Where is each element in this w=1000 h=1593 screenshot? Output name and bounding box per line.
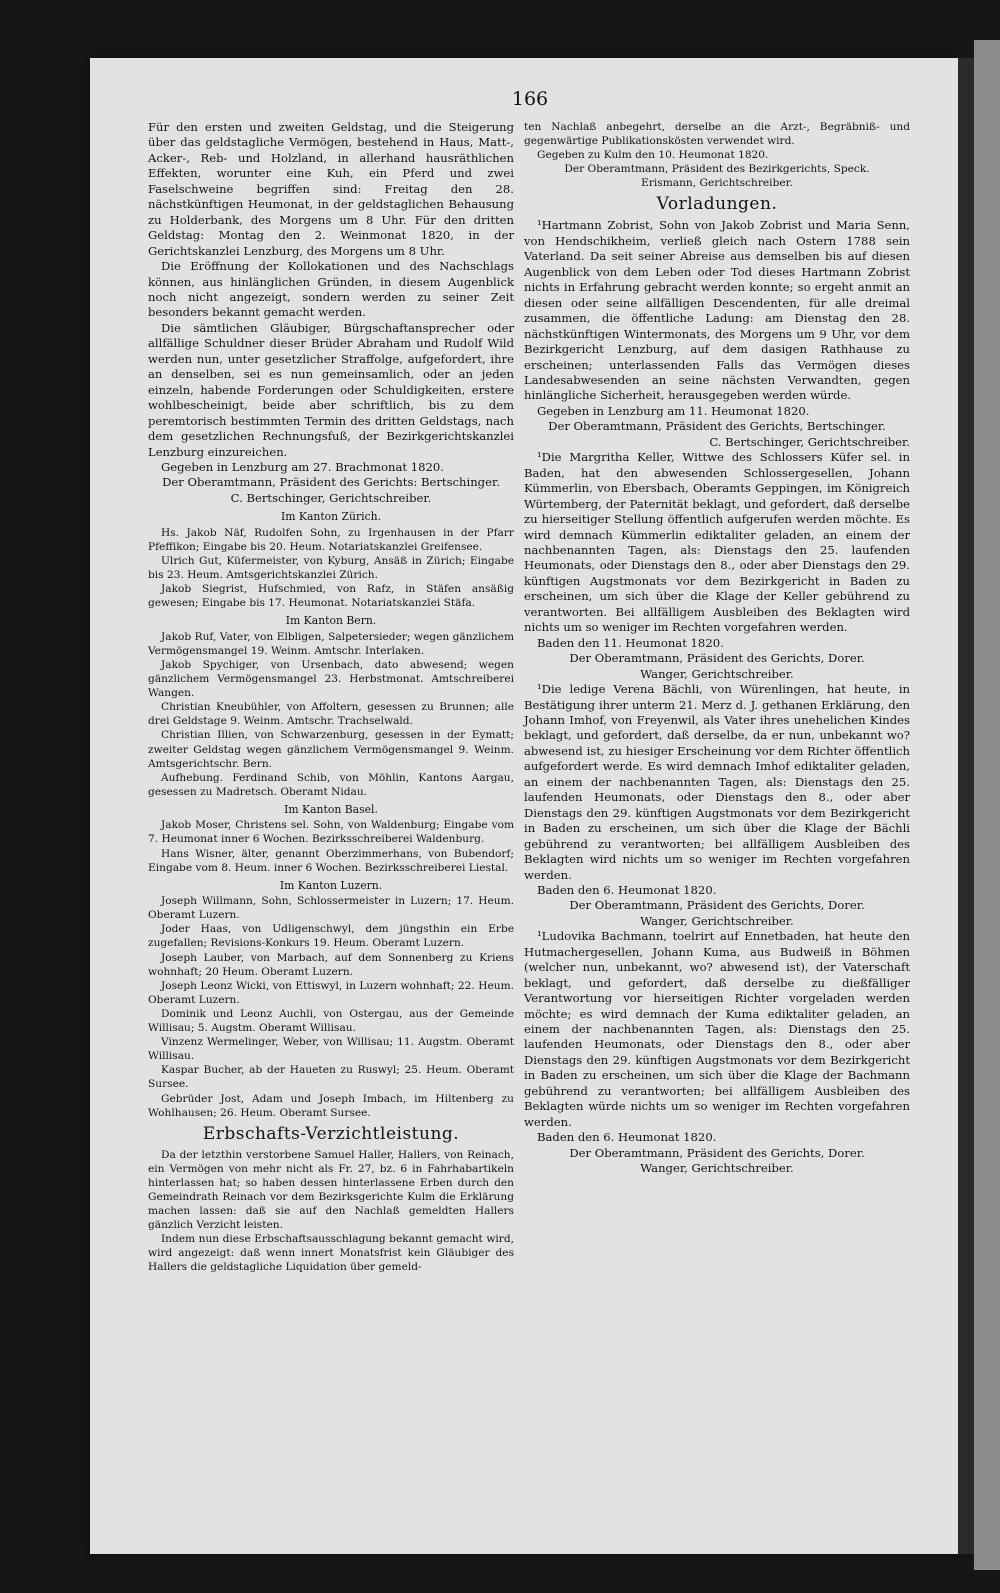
notice-paragraph: Da der letzthin verstorbene Samuel Haller, Hallers, von Reinach, ein Vermögen von mehr nicht als Fr. 27, bz. 6 in Fahrhabartikeln hinterlassen hat; so haben dessen hinterlassene Erben durch den Gemeindrath Reinach vor dem Bezirksgerichte Kulm die Erklärung machen lassen: daß sie auf den Nachlaß gemeldten Hallers gänzlich Verzicht leisten. bbox=[148, 1148, 514, 1232]
list-item: Hs. Jakob Näf, Rudolfen Sohn, zu Irgenhausen in der Pfarr Pfeffikon; Eingabe bis 20. Heum. Notariatskanzlei Greifensee. bbox=[148, 526, 514, 553]
left-column bbox=[148, 120, 514, 1275]
right-column bbox=[524, 120, 910, 1177]
notice-clerk: C. Bertschinger, Gerichtschreiber. bbox=[709, 434, 910, 449]
notice-date: Gegeben in Lenzburg am 27. Brachmonat 1820. bbox=[161, 459, 444, 474]
summons-paragraph: ¹Die Margritha Keller, Wittwe des Schlossers Küfer sel. in Baden, hat den abwesenden Schlossergesellen, Johann Kümmerlin, von Ebersbach, Oberamts Geppingen, im Königreich Würtemberg, der Paternität beklagt, und gefordert, daß derselbe zu hierseitiger Stellung öffentlich aufgerufen werden möchte. Es wird demnach Kümmerlin ediktaliter geladen, an einem der nachbenannten Tagen, als: Dienstags den 25. laufenden Heumonats, oder Dienstags den 8., oder aber Dienstags den 29. künftigen Augstmonats vor dem Bezirkgericht in Baden zu erscheinen, um sich über die Klage der Keller gebührend zu verantworten. Bei allfälligem Ausbleiben des Beklagten wird nichts um so weniger im Rechten vorgefahren werden. bbox=[524, 450, 910, 635]
list-item: Jakob Ruf, Vater, von Elbligen, Salpetersieder; wegen gänzlichem Vermögensmangel 19. Weinm. Amtschr. Interlaken. bbox=[148, 630, 514, 657]
notice-paragraph: Für den ersten und zweiten Geldstag, und die Steigerung über das geldstagliche Vermögen, bestehend in Haus, Matt-, Acker-, Reb- und Holzland, in allerhand hausräthlichen Effekten, worunter eine Kuh, ein Pferd und zwei Faselschweine begriffen sind: Freitag den 28. nächstkünftigen Heumonat, in der geldstaglichen Behausung zu Holderbank, des Morgens um 8 Uhr. Für den dritten Geldstag: Montag den 2. Weinmonat 1820, in der Gerichtskanzlei Lenzburg, des Morgens um 8 Uhr. bbox=[148, 120, 514, 258]
section-heading-erbschaft: Erbschafts-Verzichtleistung. bbox=[202, 1123, 460, 1144]
notice-clerk: Wanger, Gerichtschreiber. bbox=[640, 666, 794, 681]
notice-date: Gegeben in Lenzburg am 11. Heumonat 1820. bbox=[537, 403, 810, 418]
list-item: Joseph Leonz Wicki, von Ettiswyl, in Luzern wohnhaft; 22. Heum. Oberamt Luzern. bbox=[148, 979, 514, 1006]
notice-date: Baden den 6. Heumonat 1820. bbox=[537, 882, 717, 897]
list-item: Christian Illien, von Schwarzenburg, gesessen in der Eymatt; zweiter Geldstag wegen gänzlichem Vermögensmangel 9. Weinm. Amtsgerichtschr. Bern. bbox=[148, 729, 514, 770]
notice-paragraph: ten Nachlaß anbegehrt, derselbe an die Arzt-, Begräbniß- und gegenwärtige Publikationskösten verwendet wird. bbox=[524, 121, 910, 148]
notice-signature: Der Oberamtmann, Präsident des Gerichts: Bertschinger. bbox=[162, 475, 500, 490]
section-heading-bern: Im Kanton Bern. bbox=[285, 614, 377, 628]
adjacent-page-edge bbox=[974, 40, 1000, 1570]
list-item: Gebrüder Jost, Adam und Joseph Imbach, im Hiltenberg zu Wohlhausen; 26. Heum. Oberamt Sursee. bbox=[148, 1092, 514, 1119]
notice-paragraph: Die sämtlichen Gläubiger, Bürgschaftansprecher oder allfällige Schuldner dieser Brüder Abraham und Rudolf Wild werden nun, unter gesetzlicher Straffolge, aufgefordert, ihre an denselben, sei es nun gemeinsamlich, oder an jeden einzeln, habende Forderungen oder Schuldigkeiten, erstere wohlbescheinigt, beide aber schriftlich, bis zu dem peremtorisch bestimmten Termin des dritten Geldstags, nach dem gesetzlichen Rechnungsfuß, der Bezirkgerichtskanzlei Lenzburg einzureichen. bbox=[148, 320, 514, 459]
summons-paragraph: ¹Die ledige Verena Bächli, von Würenlingen, hat heute, in Bestätigung ihrer unterm 21. Merz d. J. gethanen Erklärung, den Johann Imhof, von Freyenwil, als Vater ihres unehelichen Kindes beklagt, und gefordert, daß derselbe, da er nun, unbekannt wo? abwesend ist, zu hiesiger Erscheinung vor dem Richter öffentlich aufgefordert werde. Es wird demnach Imhof ediktaliter geladen, an einem der nachbenannten Tagen, als: Dienstags den 25. laufenden Heumonats, oder Dienstags den 8., oder aber Dienstags den 29. künftigen Augstmonats vor dem Bezirkgericht in Baden zu erscheinen, um sich über die Klage der Bächli gebührend zu verantworten; bei allfälligem Ausbleiben des Beklagten wird nichts um so weniger im Rechten vorgefahren werden. bbox=[524, 682, 910, 882]
notice-clerk: C. Bertschinger, Gerichtschreiber. bbox=[230, 490, 432, 505]
notice-date: Baden den 11. Heumonat 1820. bbox=[537, 635, 724, 650]
section-heading-basel: Im Kanton Basel. bbox=[284, 802, 378, 816]
list-item: Hans Wisner, älter, genannt Oberzimmerhans, von Bubendorf; Eingabe vom 8. Heum. inner 6 Wochen. Bezirksschreiberei Liestal. bbox=[148, 847, 514, 874]
notice-paragraph: Die Eröffnung der Kollokationen und des Nachschlags können, aus hinlänglichen Gründen, in diesem Augenblick noch nicht angezeigt, sondern werden zu seiner Zeit besonders bekannt gemacht werden. bbox=[148, 259, 514, 320]
list-item: Joder Haas, von Udligenschwyl, dem jüngsthin ein Erbe zugefallen; Revisions-Konkurs 19. Heum. Oberamt Luzern. bbox=[148, 923, 514, 950]
list-item: Vinzenz Wermelinger, Weber, von Willisau; 11. Augstm. Oberamt Willisau. bbox=[148, 1036, 514, 1063]
notice-clerk: Wanger, Gerichtschreiber. bbox=[640, 913, 794, 928]
notice-paragraph: Indem nun diese Erbschaftsausschlagung bekannt gemacht wird, wird angezeigt: daß wenn innert Monatsfrist kein Gläubiger des Hallers die geldstagliche Liquidation über gemeld- bbox=[148, 1233, 514, 1274]
section-heading-zurich: Im Kanton Zürich. bbox=[280, 510, 382, 524]
notice-signature: Der Oberamtmann, Präsident des Gerichts, Dorer. bbox=[569, 651, 865, 666]
list-item: Kaspar Bucher, ab der Haueten zu Ruswyl; 25. Heum. Oberamt Sursee. bbox=[148, 1064, 514, 1091]
notice-signature: Der Oberamtmann, Präsident des Gerichts, Bertschinger. bbox=[548, 419, 886, 434]
page-binding-shadow bbox=[958, 58, 974, 1554]
list-item: Ulrich Gut, Küfermeister, von Kyburg, Ansäß in Zürich; Eingabe bis 23. Heum. Amtsgerichtskanzlei Zürich. bbox=[148, 554, 514, 582]
list-item: Dominik und Leonz Auchli, von Ostergau, aus der Gemeinde Willisau; 5. Augstm. Oberamt Willisau. bbox=[148, 1007, 514, 1035]
notice-clerk: Erismann, Gerichtschreiber. bbox=[641, 177, 793, 190]
notice-signature: Der Oberamtmann, Präsident des Bezirkgerichts, Speck. bbox=[564, 163, 870, 176]
notice-clerk: Wanger, Gerichtschreiber. bbox=[640, 1161, 794, 1176]
list-item: Joseph Lauber, von Marbach, auf dem Sonnenberg zu Kriens wohnhaft; 20 Heum. Oberamt Luzern. bbox=[148, 951, 514, 978]
summons-paragraph: ¹Ludovika Bachmann, toelrirt auf Ennetbaden, hat heute den Hutmachergesellen, Johann Kuma, aus Budweiß in Böhmen (welcher nun, unbekannt, wo? abwesend ist), der Vaterschaft beklagt, und gefordert, daß derselbe zu dießfälliger Verantwortung vor hierseitigen Richter vorgeladen werden möchte; es wird demnach der Kuma ediktaliter geladen, an einem der nachbenannten Tagen, als: Dienstags den 25. laufenden Heumonats, oder Dienstags den 8., oder aber Dienstags den 29. künftigen Augstmonats vor dem Bezirkgericht in Baden zu erscheinen, um sich über die Klage der Bachmann gebührend zu verantworten; bei allfälligem Ausbleiben des Beklagten würde nichts um so weniger im Rechten vorgefahren werden. bbox=[524, 929, 910, 1129]
list-item: Joseph Willmann, Sohn, Schlossermeister in Luzern; 17. Heum. Oberamt Luzern. bbox=[148, 895, 514, 922]
list-item: Jakob Spychiger, von Ursenbach, dato abwesend; wegen gänzlichem Vermögensmangel 23. Herbstmonat. Amtschreiberei Wangen. bbox=[148, 658, 514, 700]
notice-date: Gegeben zu Kulm den 10. Heumonat 1820. bbox=[537, 149, 769, 162]
notice-date: Baden den 6. Heumonat 1820. bbox=[537, 1130, 717, 1145]
section-heading-vorladungen: Vorladungen. bbox=[656, 194, 778, 215]
notice-signature: Der Oberamtmann, Präsident des Gerichts, Dorer. bbox=[569, 1145, 865, 1160]
summons-paragraph: ¹Hartmann Zobrist, Sohn von Jakob Zobrist und Maria Senn, von Hendschikheim, verließ gleich nach Ostern 1788 sein Vaterland. Da seit seiner Abreise aus demselben bis auf diesen Augenblick von dem Leben oder Tod dieses Hartmann Zobrist nichts in Erfahrung gebracht werden konnte; so ergeht anmit an diesen oder seine allfälligen Descendenten, für alle dreimal zusammen, die öffentliche Ladung: am Dienstag den 28. nächstkünftigen Wintermonats, des Morgens um 9 Uhr, vor dem Bezirkgericht Lenzburg, auf dem dasigen Rathhause zu erscheinen; unterlassenden Falls das Vermögen dieses Landesabwesenden an seine nächsten Verwandten, gegen hinlängliche Sicherheit, herausgegeben werden würde. bbox=[524, 218, 910, 403]
list-item: Jakob Moser, Christens sel. Sohn, von Waldenburg; Eingabe vom 7. Heumonat inner 6 Wochen. Bezirksschreiberei Waldenburg. bbox=[148, 819, 514, 846]
list-item: Aufhebung. Ferdinand Schib, von Möhlin, Kantons Aargau, gesessen zu Madretsch. Oberamt Nidau. bbox=[148, 771, 514, 798]
list-item: Jakob Siegrist, Hufschmied, von Rafz, in Stäfen ansäßig gewesen; Eingabe bis 17. Heumonat. Notariatskanzlei Stäfa. bbox=[148, 583, 514, 610]
section-heading-luzern: Im Kanton Luzern. bbox=[279, 878, 383, 892]
notice-signature: Der Oberamtmann, Präsident des Gerichts, Dorer. bbox=[569, 898, 865, 913]
page-number: 166 bbox=[511, 88, 549, 110]
list-item: Christian Kneubühler, von Affoltern, gesessen zu Brunnen; alle drei Geldstage 9. Weinm. Amtschr. Trachselwald. bbox=[148, 701, 514, 728]
